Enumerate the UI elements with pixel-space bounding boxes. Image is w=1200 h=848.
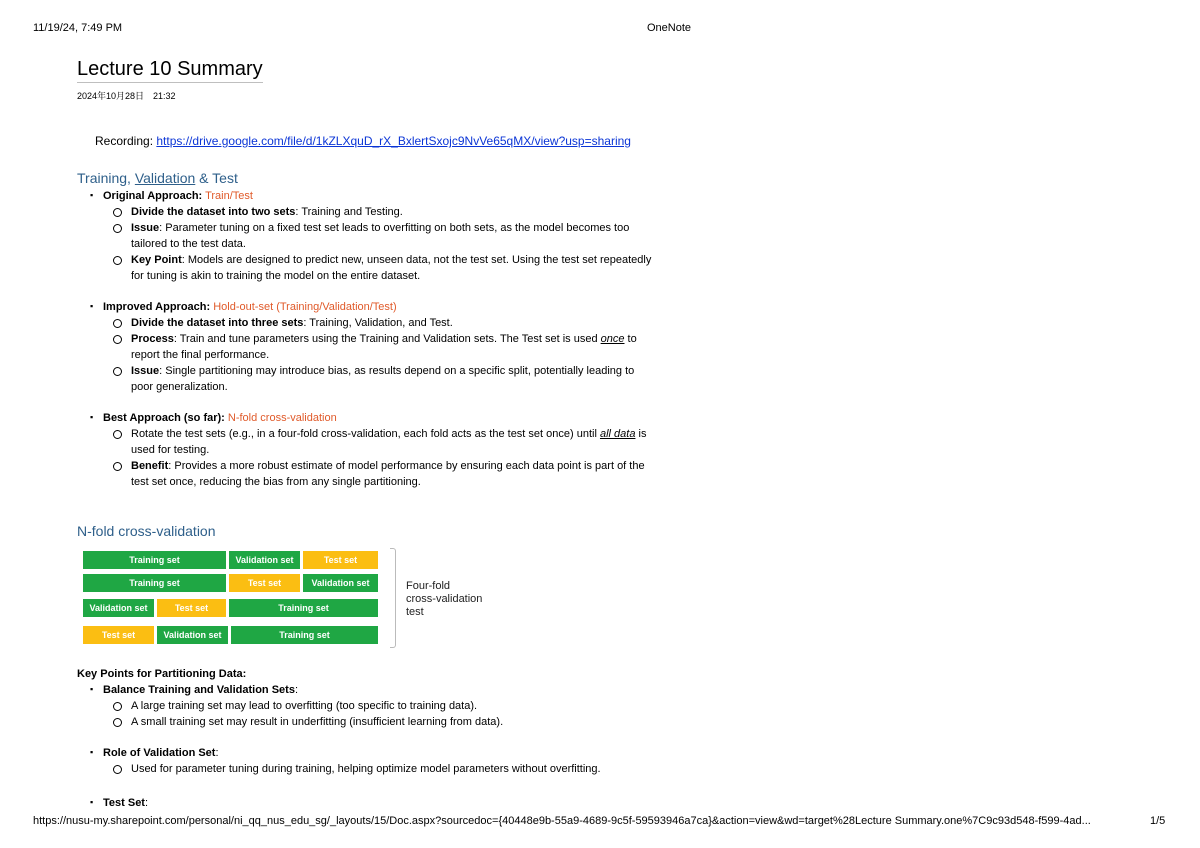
recording-link[interactable]: https://drive.google.com/file/d/1kZLXquD_rX_BxlertSxojc9NvVe65qMX/view?usp=sharing	[156, 134, 631, 148]
sub-bullet: Used for parameter tuning during training, helping optimize model parameters without overfitting.	[131, 763, 601, 775]
training-set-cell: Training set	[231, 626, 378, 644]
test-set-cell: Test set	[303, 551, 378, 569]
sub-bullet: Key Point: Models are designed to predict new, unseen data, not the test set. Using the test set repeatedly	[131, 254, 652, 266]
test-set-cell: Test set	[157, 599, 226, 617]
validation-set-cell: Validation set	[157, 626, 228, 644]
recording-label: Recording:	[95, 134, 157, 148]
sub-bullet-continuation: poor generalization.	[131, 381, 228, 393]
circle-bullet-icon	[113, 224, 122, 233]
sub-bullet: Divide the dataset into three sets: Training, Validation, and Test.	[131, 317, 453, 329]
circle-bullet-icon	[113, 765, 122, 774]
section-heading-training-validation-test: Training, Validation & Test	[77, 170, 238, 186]
bullet-icon: ▪	[90, 684, 94, 694]
training-set-cell: Training set	[229, 599, 378, 617]
test-set-cell: Test set	[229, 574, 300, 592]
print-datetime: 11/19/24, 7:49 PM	[33, 22, 123, 34]
bullet-role-validation: Role of Validation Set:	[103, 747, 219, 759]
circle-bullet-icon	[113, 335, 122, 344]
sub-bullet: Divide the dataset into two sets: Training and Testing.	[131, 206, 403, 218]
sub-bullet: Issue: Single partitioning may introduce bias, as results depend on a specific split, potentially leading to	[131, 365, 635, 377]
bullet-icon: ▪	[90, 301, 94, 311]
sub-bullet: A small training set may result in underfitting (insufficient learning from data).	[131, 716, 504, 728]
sub-bullet-continuation: report the final performance.	[131, 349, 270, 361]
bullet-original-approach: Original Approach: Train/Test	[103, 190, 253, 202]
section-heading-key-points: Key Points for Partitioning Data:	[77, 668, 247, 680]
section-heading-nfold: N-fold cross-validation	[77, 523, 216, 539]
sub-bullet-continuation: tailored to the test data.	[131, 238, 246, 250]
circle-bullet-icon	[113, 256, 122, 265]
sub-bullet: Issue: Parameter tuning on a fixed test set leads to overfitting on both sets, as the model becomes too	[131, 222, 630, 234]
training-set-cell: Training set	[83, 574, 226, 592]
bullet-balance: Balance Training and Validation Sets:	[103, 684, 299, 696]
validation-set-cell: Validation set	[229, 551, 300, 569]
circle-bullet-icon	[113, 462, 122, 471]
page-number: 1/5	[1150, 815, 1166, 827]
circle-bullet-icon	[113, 718, 122, 727]
cross-validation-diagram	[80, 548, 398, 648]
bullet-test-set: Test Set:	[103, 797, 149, 809]
validation-set-cell: Validation set	[83, 599, 154, 617]
sub-bullet: Rotate the test sets (e.g., in a four-fold cross-validation, each fold acts as the test set once) until all data is	[131, 428, 647, 440]
app-name: OneNote	[647, 22, 692, 34]
diagram-note: Four-fold cross-validation test	[406, 580, 483, 618]
sub-bullet: Benefit: Provides a more robust estimate of model performance by ensuring each data point is part of the	[131, 460, 645, 472]
circle-bullet-icon	[113, 702, 122, 711]
sub-bullet-continuation: test set once, reducing the bias from any single partitioning.	[131, 476, 421, 488]
bullet-improved-approach: Improved Approach: Hold-out-set (Training/Validation/Test)	[103, 301, 397, 313]
bullet-icon: ▪	[90, 797, 94, 807]
sub-bullet: Process: Train and tune parameters using the Training and Validation sets. The Test set is used once to	[131, 333, 637, 345]
circle-bullet-icon	[113, 367, 122, 376]
footer-url: https://nusu-my.sharepoint.com/personal/ni_qq_nus_edu_sg/_layouts/15/Doc.aspx?sourcedoc={40448e9b-55a9-4689-9c5f-59593946a7ca}&action=view&wd=target%28Lecture Summary.one%7C9c93d548-f599-4ad...	[33, 815, 1091, 827]
page-title: Lecture 10 Summary	[77, 58, 263, 83]
bullet-best-approach: Best Approach (so far): N-fold cross-validation	[103, 412, 337, 424]
recording-line	[95, 134, 631, 148]
validation-set-cell: Validation set	[303, 574, 378, 592]
circle-bullet-icon	[113, 208, 122, 217]
bullet-icon: ▪	[90, 747, 94, 757]
sub-bullet-continuation: for tuning is akin to training the model on the entire dataset.	[131, 270, 421, 282]
sub-bullet: A large training set may lead to overfitting (too specific to training data).	[131, 700, 478, 712]
circle-bullet-icon	[113, 430, 122, 439]
sub-bullet-continuation: used for testing.	[131, 444, 210, 456]
bracket	[390, 548, 396, 648]
circle-bullet-icon	[113, 319, 122, 328]
bullet-icon: ▪	[90, 412, 94, 422]
bullet-icon: ▪	[90, 190, 94, 200]
training-set-cell: Training set	[83, 551, 226, 569]
test-set-cell: Test set	[83, 626, 154, 644]
page-created-date: 2024年10月28日 21:32	[77, 91, 176, 101]
